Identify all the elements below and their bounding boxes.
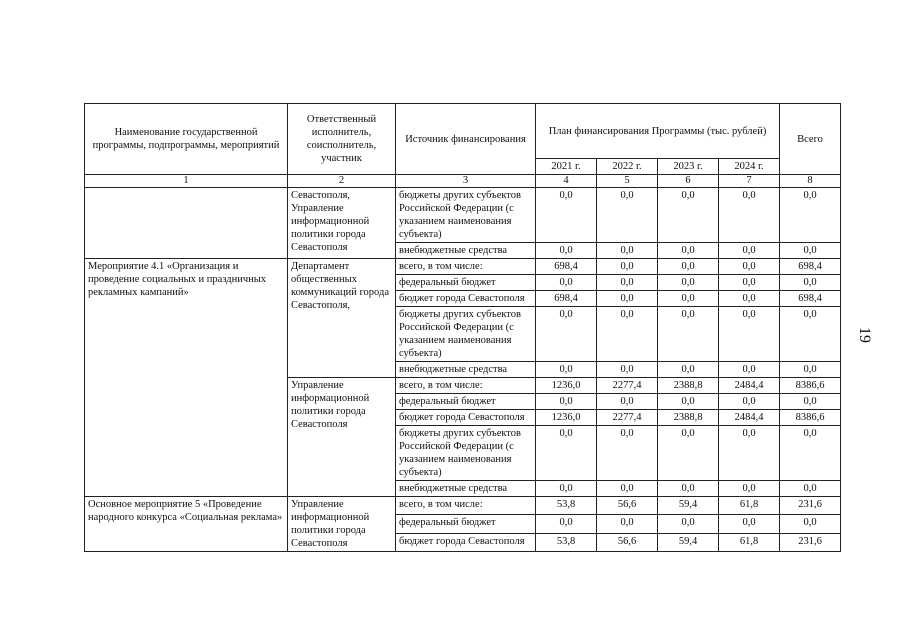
value-cell: 0,0	[658, 188, 719, 243]
value-cell: 0,0	[658, 307, 719, 362]
column-number: 6	[658, 175, 719, 188]
value-cell: 0,0	[597, 362, 658, 378]
value-cell: 2277,4	[597, 378, 658, 394]
value-cell: 2484,4	[719, 410, 780, 426]
source-cell: внебюджетные средства	[396, 243, 536, 259]
value-cell: 0,0	[536, 394, 597, 410]
value-cell: 0,0	[719, 394, 780, 410]
header-total: Всего	[780, 104, 841, 175]
total-cell: 0,0	[780, 426, 841, 481]
total-cell: 0,0	[780, 362, 841, 378]
value-cell: 2277,4	[597, 410, 658, 426]
value-cell: 61,8	[719, 533, 780, 551]
value-cell: 0,0	[658, 362, 719, 378]
program-name-cell	[85, 188, 288, 259]
total-cell: 231,6	[780, 533, 841, 551]
total-cell: 0,0	[780, 515, 841, 533]
value-cell: 0,0	[536, 515, 597, 533]
header-year: 2023 г.	[658, 159, 719, 175]
value-cell: 0,0	[597, 291, 658, 307]
program-name-cell: Мероприятие 4.1 «Организация и проведение социальных и праздничных рекламных кампаний»	[85, 259, 288, 497]
value-cell: 0,0	[597, 243, 658, 259]
source-cell: бюджет города Севастополя	[396, 291, 536, 307]
value-cell: 61,8	[719, 497, 780, 515]
source-cell: всего, в том числе:	[396, 378, 536, 394]
source-cell: бюджеты других субъектов Российской Федерации (с указанием наименования субъекта)	[396, 426, 536, 481]
page-number: 19	[856, 327, 873, 343]
value-cell: 0,0	[536, 426, 597, 481]
value-cell: 0,0	[719, 362, 780, 378]
value-cell: 0,0	[658, 426, 719, 481]
value-cell: 0,0	[597, 394, 658, 410]
source-cell: бюджеты других субъектов Российской Федерации (с указанием наименования субъекта)	[396, 307, 536, 362]
value-cell: 0,0	[719, 481, 780, 497]
value-cell: 1236,0	[536, 378, 597, 394]
value-cell: 0,0	[719, 426, 780, 481]
header-year: 2022 г.	[597, 159, 658, 175]
total-cell: 698,4	[780, 259, 841, 275]
table-row	[85, 188, 841, 243]
source-cell: внебюджетные средства	[396, 481, 536, 497]
column-number: 5	[597, 175, 658, 188]
value-cell: 2484,4	[719, 378, 780, 394]
executor-cell: Управление информационной политики города Севастополя	[288, 378, 396, 497]
source-cell: всего, в том числе:	[396, 259, 536, 275]
total-cell: 698,4	[780, 291, 841, 307]
value-cell: 53,8	[536, 533, 597, 551]
source-cell: бюджеты других субъектов Российской Федерации (с указанием наименования субъекта)	[396, 188, 536, 243]
value-cell: 0,0	[719, 275, 780, 291]
column-number: 1	[85, 175, 288, 188]
value-cell: 0,0	[658, 275, 719, 291]
column-number: 2	[288, 175, 396, 188]
total-cell: 0,0	[780, 307, 841, 362]
value-cell: 0,0	[658, 515, 719, 533]
value-cell: 0,0	[658, 243, 719, 259]
source-cell: всего, в том числе:	[396, 497, 536, 515]
table-row	[85, 259, 841, 275]
value-cell: 2388,8	[658, 378, 719, 394]
value-cell: 0,0	[536, 481, 597, 497]
executor-cell: Управление информационной политики города Севастополя	[288, 497, 396, 552]
total-cell: 8386,6	[780, 378, 841, 394]
value-cell: 53,8	[536, 497, 597, 515]
value-cell: 0,0	[719, 259, 780, 275]
value-cell: 0,0	[719, 515, 780, 533]
value-cell: 0,0	[536, 243, 597, 259]
value-cell: 56,6	[597, 533, 658, 551]
total-cell: 0,0	[780, 275, 841, 291]
value-cell: 0,0	[597, 307, 658, 362]
value-cell: 0,0	[597, 426, 658, 481]
source-cell: внебюджетные средства	[396, 362, 536, 378]
value-cell: 698,4	[536, 259, 597, 275]
source-cell: федеральный бюджет	[396, 275, 536, 291]
value-cell: 1236,0	[536, 410, 597, 426]
source-cell: бюджет города Севастополя	[396, 410, 536, 426]
column-number: 4	[536, 175, 597, 188]
financing-table	[84, 103, 841, 552]
total-cell: 0,0	[780, 188, 841, 243]
total-cell: 231,6	[780, 497, 841, 515]
value-cell: 0,0	[719, 307, 780, 362]
value-cell: 0,0	[597, 275, 658, 291]
source-cell: бюджет города Севастополя	[396, 533, 536, 551]
value-cell: 0,0	[597, 481, 658, 497]
value-cell: 0,0	[719, 243, 780, 259]
column-number: 8	[780, 175, 841, 188]
column-number: 7	[719, 175, 780, 188]
value-cell: 0,0	[597, 259, 658, 275]
source-cell: федеральный бюджет	[396, 515, 536, 533]
value-cell: 56,6	[597, 497, 658, 515]
value-cell: 0,0	[536, 362, 597, 378]
total-cell: 0,0	[780, 243, 841, 259]
header-name: Наименование государственной программы, подпрограммы, мероприятий	[85, 104, 288, 175]
value-cell: 0,0	[658, 394, 719, 410]
value-cell: 0,0	[597, 188, 658, 243]
header-year: 2021 г.	[536, 159, 597, 175]
value-cell: 59,4	[658, 497, 719, 515]
value-cell: 0,0	[536, 275, 597, 291]
total-cell: 0,0	[780, 481, 841, 497]
value-cell: 0,0	[719, 188, 780, 243]
header-year: 2024 г.	[719, 159, 780, 175]
column-number: 3	[396, 175, 536, 188]
table-row	[85, 497, 841, 515]
value-cell: 0,0	[719, 291, 780, 307]
value-cell: 698,4	[536, 291, 597, 307]
source-cell: федеральный бюджет	[396, 394, 536, 410]
header-source: Источник финансирования	[396, 104, 536, 175]
value-cell: 59,4	[658, 533, 719, 551]
value-cell: 2388,8	[658, 410, 719, 426]
value-cell: 0,0	[658, 481, 719, 497]
executor-cell: Департамент общественных коммуникаций города Севастополя,	[288, 259, 396, 378]
value-cell: 0,0	[536, 307, 597, 362]
header-plan: План финансирования Программы (тыс. рублей)	[536, 104, 780, 159]
total-cell: 8386,6	[780, 410, 841, 426]
header-executor: Ответственный исполнитель, соисполнитель, участник	[288, 104, 396, 175]
value-cell: 0,0	[597, 515, 658, 533]
value-cell: 0,0	[658, 259, 719, 275]
program-name-cell: Основное мероприятие 5 «Проведение народного конкурса «Социальная реклама»	[85, 497, 288, 552]
executor-cell: Севастополя, Управление информационной политики города Севастополя	[288, 188, 396, 259]
total-cell: 0,0	[780, 394, 841, 410]
value-cell: 0,0	[536, 188, 597, 243]
value-cell: 0,0	[658, 291, 719, 307]
